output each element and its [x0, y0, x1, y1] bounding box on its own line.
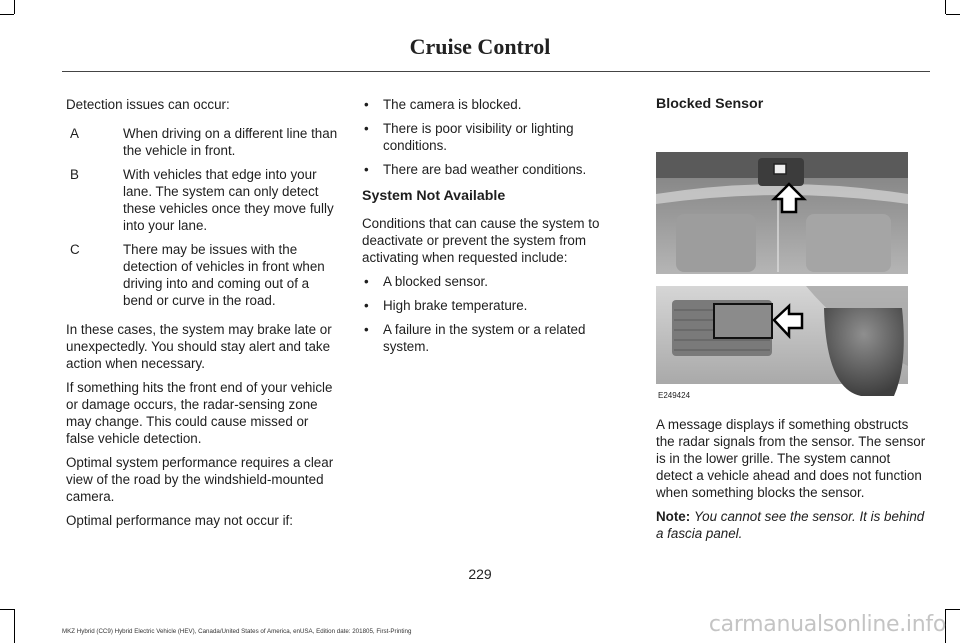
body-paragraph: Optimal system performance requires a clear view of the road by the windshield-mounted camera. [66, 455, 334, 504]
definition-item [66, 241, 338, 309]
note-label: Note: [656, 509, 691, 524]
definition-key: A [70, 126, 79, 141]
page-title: Cruise Control [409, 34, 551, 59]
definition-text: There may be issues with the detection of vehicles in front when driving into and coming out of a bend or curve in the road. [123, 242, 325, 308]
bullet-list [362, 273, 618, 355]
note-text: You cannot see the sensor. It is behind a fascia panel. [656, 509, 925, 541]
list-item: • High brake temperature. [362, 297, 618, 314]
body-paragraph: Optimal performance may not occur if: [66, 513, 293, 528]
crop-mark [945, 0, 946, 14]
definition-text: When driving on a different line than the vehicle in front. [123, 126, 338, 158]
sensor-illustration [656, 134, 908, 402]
definition-item [66, 166, 338, 234]
definition-text: With vehicles that edge into your lane. The system can only detect these vehicles once they move fully into your lane. [123, 167, 334, 233]
sensor-location [714, 304, 772, 338]
header-divider [62, 71, 930, 72]
crop-mark [0, 609, 14, 610]
note [656, 508, 928, 542]
definition-list [66, 125, 338, 309]
bullet-list [362, 96, 618, 178]
sensor-illustration-graphic [656, 134, 908, 402]
crop-mark [14, 609, 15, 643]
body-paragraph: If something hits the front end of your vehicle or damage occurs, the radar-sensing zone may change. This could cause missed or false vehicle detection. [66, 380, 333, 446]
watermark: carmanualsonline.info [708, 612, 946, 637]
list-item: • The camera is blocked. [362, 96, 618, 113]
list-item: • There are bad weather conditions. [362, 161, 618, 178]
section-heading: System Not Available [362, 188, 506, 204]
column-left [66, 96, 338, 536]
body-paragraph: In these cases, the system may brake late or unexpectedly. You should stay alert and take action when necessary. [66, 322, 332, 371]
section-heading: Blocked Sensor [656, 96, 764, 112]
crop-mark [0, 14, 14, 15]
list-item: • A failure in the system or a related system. [362, 321, 618, 355]
crop-mark [946, 609, 960, 610]
definition-item [66, 125, 338, 159]
body-paragraph: A message displays if something obstructs the radar signals from the sensor. The sensor is in the lower grille. The system cannot detect a vehicle ahead and does not function when something blocks the sensor. [656, 417, 926, 500]
figure-id: E249424 [658, 391, 691, 400]
body-paragraph: Conditions that can cause the system to deactivate or prevent the system from activating when requested include: [362, 216, 600, 265]
column-right [656, 96, 928, 549]
page-number: 229 [468, 566, 492, 582]
crop-mark [946, 14, 960, 15]
list-item: • A blocked sensor. [362, 273, 618, 290]
crop-mark [14, 0, 15, 14]
column-middle [362, 96, 618, 362]
list-item: • There is poor visibility or lighting conditions. [362, 120, 618, 154]
footer-edition: MKZ Hybrid (CC9) Hybrid Electric Vehicle (HEV), Canada/United States of America, enUSA, Edition date: 201805, First-Printing [62, 628, 412, 635]
detection-intro: Detection issues can occur: [66, 97, 230, 112]
definition-key: B [70, 167, 79, 182]
definition-key: C [70, 242, 80, 257]
